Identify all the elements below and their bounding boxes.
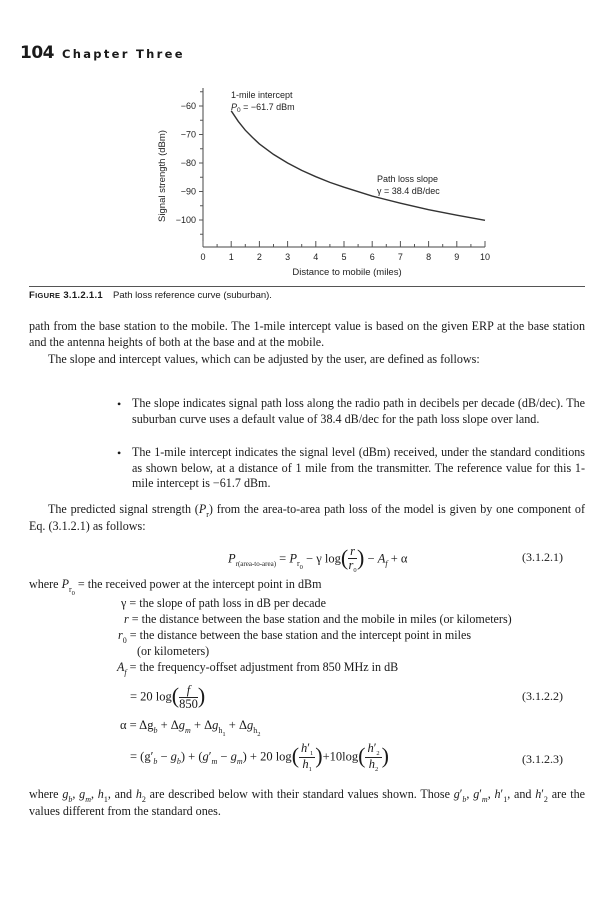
equation-number: (3.1.2.2) <box>522 689 563 703</box>
x-tick-label: 5 <box>341 252 347 262</box>
y-tick-label: −100 <box>175 215 196 225</box>
x-tick-label: 3 <box>285 252 291 262</box>
equation-3-1-2-3: = $(g'_b - g_b) + (g'_m - g_m) + 20$ log( $\frac{h'_1}{h_1}$ )+10log( $\frac{h'_2}{h_2}$ ) <box>130 741 389 773</box>
closing-paragraph: where $g_b$, $g_m$, $h_1$, and $h_2$ are described below with their standard values shown. Those $g'_b$, $g'_m$, $h'_1$, and $h'_2$ are the values different from the standard ones. <box>29 787 585 818</box>
x-tick-label: 7 <box>397 252 403 262</box>
bullet-item-slope: The slope indicates signal path loss along the radio path in decibels per decade (dB/dec). The suburban curve uses a default value of 38.4 dB/dec for the path loss slope over land. <box>132 396 585 426</box>
y-tick-label: −80 <box>180 158 196 168</box>
paragraph-1: path from the base station to the mobile. The 1-mile intercept value is based on the given ERP at the base station and the antenna heights of both at the base and at the mobile. <box>29 319 585 349</box>
x-tick-label: 2 <box>256 252 262 262</box>
definition-frequency-offset: $A_f$ = the frequency-offset adjustment from 850 MHz in dB <box>117 660 399 677</box>
definition-slope: γ = the slope of path loss in dB per decade <box>121 596 326 610</box>
path-loss-chart <box>0 0 613 285</box>
y-axis-title: Signal strength (dBm) <box>157 130 168 222</box>
x-tick-label: 0 <box>200 252 206 262</box>
figure-caption <box>29 290 272 301</box>
intercept-annotation-title: 1-mile intercept <box>231 90 293 100</box>
x-tick-label: 6 <box>369 252 375 262</box>
chart-ticks <box>176 92 490 262</box>
x-tick-label: 10 <box>479 252 491 262</box>
y-tick-label: −60 <box>180 101 196 111</box>
equation-number: (3.1.2.3) <box>522 752 563 766</box>
equation-number: (3.1.2.1) <box>522 550 563 564</box>
slope-annotation-title: Path loss slope <box>377 174 439 184</box>
definition-intercept-distance-cont: (or kilometers) <box>137 644 210 658</box>
y-tick-label: −70 <box>180 129 196 140</box>
figure-caption-text: Path loss reference curve (suburban). <box>113 290 272 301</box>
paragraph-3: The predicted signal strength $(P_r)$ from the area-to-area path loss of the model is given by one component of Eq. (3.1.2.1) as follows: <box>29 502 585 533</box>
definition-intercept-distance: $r_0$ = the distance between the base station and the intercept point in miles <box>118 628 472 645</box>
page-number: 104 <box>20 43 54 63</box>
definition-received-power: where $P_{r_0}$ = the received power at the intercept point in dBm <box>29 577 322 597</box>
equation-alpha: $\alpha = \Delta g_b + \Delta g_m + \Delta g_{h_1} + \Delta g_{h_2}$ <box>120 718 261 738</box>
figure-label: FIGURE 3.1.2.1.1 <box>29 290 103 301</box>
x-tick-label: 1 <box>228 252 234 262</box>
intercept-annotation-value: $P_0 = -61.7$ dBm <box>231 102 295 114</box>
y-tick-label: −90 <box>180 186 196 197</box>
definition-distance: r = the distance between the base station and the mobile in miles (or kilometers) <box>124 612 512 626</box>
x-tick-label: 4 <box>313 252 319 262</box>
bullet-marker: • <box>117 397 122 411</box>
x-tick-label: 8 <box>426 252 432 262</box>
x-tick-label: 9 <box>454 252 460 262</box>
equation-3-1-2-1: $P_{r(area-to-area)} = P_{r_0} - \gamma$ log( $\frac{r}{r_0}$ ) − $A_f + \alpha$ <box>228 544 408 574</box>
bullet-marker: • <box>117 446 122 460</box>
path-loss-curve <box>231 111 485 221</box>
slope-annotation-value: γ = 38.4 dB/dec <box>377 186 440 196</box>
figure-rule <box>29 286 585 287</box>
paragraph-2: The slope and intercept values, which can be adjusted by the user, are defined as follows: <box>48 352 480 366</box>
chapter-title: Chapter Three <box>62 47 185 61</box>
equation-3-1-2-2: = 20 log( $\frac{f}{850}$ ) <box>130 682 206 711</box>
bullet-item-intercept: The 1-mile intercept indicates the signal level (dBm) received, under the standard conditions as shown below, at a distance of 1 mile from the transmitter. The reference value for this 1-mile intercept is −61.7 dBm. <box>132 445 585 491</box>
x-axis-title: Distance to mobile (miles) <box>292 267 402 278</box>
